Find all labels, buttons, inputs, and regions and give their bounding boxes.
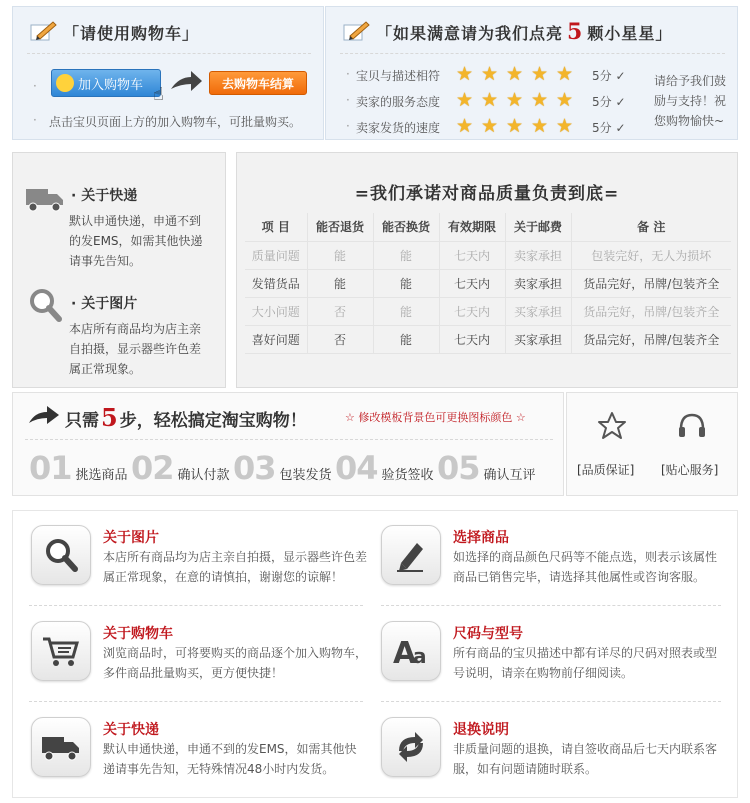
- bullet: ·: [33, 113, 37, 127]
- rating-label: 卖家的服务态度: [356, 95, 441, 109]
- headset-icon: [677, 411, 707, 444]
- table-cell: 货品完好，吊牌/包装齐全: [571, 297, 731, 325]
- star-icon[interactable]: ★: [506, 89, 524, 111]
- steps-title-number: 5: [101, 403, 118, 432]
- side-text-line: 励与支持！祝: [654, 94, 727, 108]
- star-icon[interactable]: ★: [456, 115, 474, 137]
- svg-text:A: A: [393, 636, 417, 669]
- star-icon[interactable]: ★: [531, 63, 549, 85]
- info-text-line: 号说明，请亲在购物前仔细阅读。: [453, 666, 634, 680]
- table-cell: 能: [373, 325, 439, 353]
- star-icon[interactable]: ★: [481, 115, 499, 137]
- arrow-right-icon: [169, 69, 203, 98]
- table-row: [245, 297, 731, 325]
- table-cell: 货品完好，吊牌/包装齐全: [571, 269, 731, 297]
- table-cell: 货品完好，吊牌/包装齐全: [571, 325, 731, 353]
- rating-title-post: 颗小星星」: [587, 24, 673, 43]
- shipping-text: [69, 211, 203, 271]
- info-text-line: 本店所有商品均为店主亲自拍摄，显示器些许色差: [103, 550, 368, 564]
- quality-title: =我们承诺对商品质量负责到底=: [354, 184, 620, 204]
- info-text-line: 商品已销售完毕，请选择其他属性或咨询客服。: [453, 570, 706, 584]
- table-cell: 能: [373, 297, 439, 325]
- photo-title: · 关于图片: [71, 296, 138, 312]
- table-header-row: [245, 213, 731, 241]
- info-text-line: 浏览商品时，可将要购买的商品逐个加入购物车，: [103, 646, 368, 660]
- hand-cursor-icon: ☝: [153, 84, 164, 105]
- rating-label: 宝贝与描述相符: [356, 69, 441, 83]
- side-text-line: 您购物愉快~: [654, 114, 725, 128]
- cart-panel: [12, 6, 324, 140]
- step-number: 04: [335, 449, 378, 487]
- star-icon[interactable]: ★: [556, 89, 574, 111]
- step-number: 01: [29, 449, 72, 487]
- shipping-text-line: 默认申通快递，申通不到: [69, 214, 202, 228]
- table-row: [245, 241, 731, 269]
- info-text-line: 属正常现象，在意的请慎拍，谢谢您的谅解！: [103, 570, 344, 584]
- quality-badge: [品质保证]: [577, 463, 635, 477]
- bullet: ·: [346, 119, 350, 133]
- arrow-right-icon: [27, 405, 61, 430]
- step-label: 确认付款: [177, 468, 230, 483]
- steps-title: [65, 403, 307, 432]
- column-header: 备 注: [571, 213, 731, 241]
- note-pencil-icon: [342, 19, 370, 46]
- table-cell: 大小问题: [245, 297, 307, 325]
- rating-score: 5分 ✓: [592, 95, 626, 109]
- badges-panel: [566, 392, 738, 496]
- steps-row: [29, 449, 559, 489]
- table-row: [245, 325, 731, 353]
- rating-title-number: 5: [567, 19, 584, 45]
- svg-text:a: a: [413, 644, 427, 668]
- info-text-line: 递请事先告知，无特殊情况48小时内发货。: [103, 762, 335, 776]
- star-icon[interactable]: ★: [531, 115, 549, 137]
- table-cell: 发错货品: [245, 269, 307, 297]
- font-size-icon: [381, 621, 441, 681]
- shipping-text-line: 请事先告知。: [69, 254, 142, 268]
- pencil-icon: [381, 525, 441, 585]
- cart-icon: [31, 621, 91, 681]
- rating-title-pre: 「如果满意请为我们点亮: [376, 24, 564, 43]
- table-cell: 卖家承担: [505, 241, 571, 269]
- star-icon[interactable]: ★: [456, 89, 474, 111]
- note-pencil-icon: [29, 19, 57, 46]
- info-text-line: 如选择的商品颜色尺码等不能点选，则表示该属性: [453, 550, 718, 564]
- photo-text-line: 属正常现象。: [69, 362, 142, 376]
- star-icon[interactable]: ★: [556, 63, 574, 85]
- rating-label: 卖家发货的速度: [356, 121, 441, 135]
- table-cell: 七天内: [439, 269, 505, 297]
- rating-panel: [325, 6, 738, 140]
- table-cell: 能: [373, 241, 439, 269]
- divider: [27, 53, 311, 54]
- step-item: [131, 449, 230, 487]
- step-number: 05: [437, 449, 480, 487]
- quality-table-body: [245, 241, 731, 353]
- quality-panel: [236, 152, 738, 388]
- divider: [381, 605, 721, 606]
- info-title: 关于购物车: [103, 626, 173, 642]
- table-cell: 能: [373, 269, 439, 297]
- table-cell: 七天内: [439, 297, 505, 325]
- step-label: 包装发货: [279, 468, 332, 483]
- star-icon[interactable]: ★: [531, 89, 549, 111]
- table-cell: 能: [307, 241, 373, 269]
- cart-icon: [56, 74, 74, 92]
- table-cell: 七天内: [439, 325, 505, 353]
- steps-title-pre: 只需: [65, 411, 99, 431]
- table-cell: 喜好问题: [245, 325, 307, 353]
- bullet: ·: [33, 79, 37, 93]
- table-cell: 否: [307, 297, 373, 325]
- table-row: [245, 269, 731, 297]
- step-number: 02: [131, 449, 174, 487]
- cart-panel-title: 「请使用购物车」: [63, 24, 200, 43]
- info-text-line: 所有商品的宝贝描述中都有详尽的尺码对照表或型: [453, 646, 718, 660]
- star-icon[interactable]: ★: [481, 89, 499, 111]
- table-cell: 包装完好，无人为损坏: [571, 241, 731, 269]
- column-header: 能否换货: [373, 213, 439, 241]
- steps-title-post: 步，轻松搞定淘宝购物！: [119, 411, 307, 431]
- info-title: 尺码与型号: [453, 626, 523, 642]
- add-to-cart-label: 加入购物车: [78, 77, 144, 93]
- divider: [340, 53, 725, 54]
- photo-text-line: 自拍摄，显示器些许色差: [69, 342, 202, 356]
- star-icon[interactable]: ★: [506, 63, 524, 85]
- column-header: 能否退货: [307, 213, 373, 241]
- column-header: 关于邮费: [505, 213, 571, 241]
- rating-side-text: [654, 71, 726, 131]
- table-cell: 买家承担: [505, 325, 571, 353]
- table-cell: 能: [307, 269, 373, 297]
- add-to-cart-button[interactable]: [51, 69, 164, 105]
- star-icon[interactable]: ★: [456, 63, 474, 85]
- photo-text: [69, 319, 201, 379]
- column-header: 有效期限: [439, 213, 505, 241]
- rating-panel-title: [376, 19, 672, 45]
- photo-text-line: 本店所有商品均为店主亲: [69, 322, 202, 336]
- star-icon[interactable]: ★: [481, 63, 499, 85]
- table-cell: 七天内: [439, 241, 505, 269]
- divider: [25, 439, 553, 440]
- table-cell: 否: [307, 325, 373, 353]
- star-icon[interactable]: ★: [556, 115, 574, 137]
- steps-note: ☆ 修改模板背景色可更换图标颜色 ☆: [345, 411, 526, 424]
- star-icon[interactable]: ★: [506, 115, 524, 137]
- table-cell: 卖家承担: [505, 269, 571, 297]
- service-badge: [贴心服务]: [661, 463, 719, 477]
- step-number: 03: [233, 449, 276, 487]
- step-label: 验货签收: [381, 468, 434, 483]
- step-label: 挑选商品: [75, 468, 128, 483]
- rating-score: 5分 ✓: [592, 69, 626, 83]
- cart-note: 点击宝贝页面上方的加入购物车，可批量购买。: [49, 115, 302, 129]
- info-title: 关于快递: [103, 722, 159, 738]
- info-text-line: 服，如有问题请随时联系。: [453, 762, 598, 776]
- rating-score: 5分 ✓: [592, 121, 626, 135]
- step-item: [29, 449, 128, 487]
- step-label: 确认互评: [483, 468, 536, 483]
- left-info-panel: [12, 152, 226, 388]
- column-header: 项 目: [245, 213, 307, 241]
- step-item: [437, 449, 536, 487]
- divider: [381, 701, 721, 702]
- exchange-icon: [381, 717, 441, 777]
- table-cell: 买家承担: [505, 297, 571, 325]
- bullet: ·: [346, 93, 350, 107]
- shipping-title: · 关于快递: [71, 188, 138, 204]
- checkout-label: 去购物车结算: [221, 76, 294, 91]
- bullet: ·: [346, 67, 350, 81]
- quality-table: [245, 213, 731, 354]
- truck-icon: [25, 183, 65, 216]
- step-item: [335, 449, 434, 487]
- divider: [29, 605, 363, 606]
- info-text-line: 多件商品批量购买，更方便快捷！: [103, 666, 284, 680]
- info-title: 关于图片: [103, 530, 159, 546]
- truck-icon: [31, 717, 91, 777]
- table-cell: 质量问题: [245, 241, 307, 269]
- info-text-line: 默认申通快递，申通不到的发EMS，如需其他快: [103, 742, 357, 756]
- side-text-line: 请给予我们鼓: [654, 74, 727, 88]
- divider: [29, 701, 363, 702]
- info-text-line: 非质量问题的退换，请自签收商品后七天内联系客: [453, 742, 718, 756]
- magnifier-icon: [31, 525, 91, 585]
- star-outline-icon: [597, 411, 627, 444]
- checkout-button[interactable]: [209, 71, 307, 95]
- info-title: 选择商品: [453, 530, 509, 546]
- steps-panel: [12, 392, 564, 496]
- step-item: [233, 449, 332, 487]
- info-grid-panel: [12, 510, 738, 798]
- magnifier-icon: [27, 287, 63, 326]
- shipping-text-line: 的发EMS，如需其他快递: [69, 234, 203, 248]
- info-title: 退换说明: [453, 722, 509, 738]
